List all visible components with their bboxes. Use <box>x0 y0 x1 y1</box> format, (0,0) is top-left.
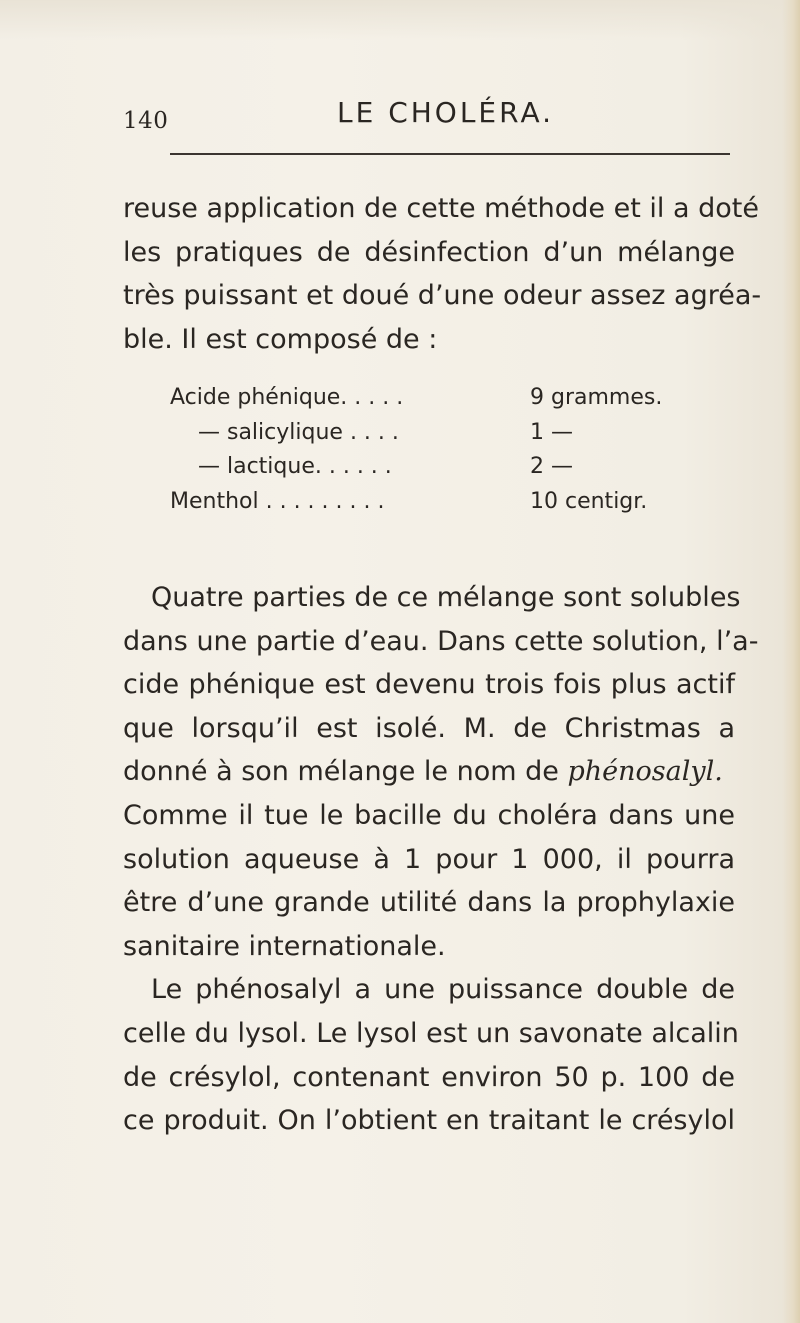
ingredient-name: — salicylique . . . . <box>198 419 399 445</box>
text-line: ble. Il est composé de : <box>123 323 438 355</box>
text-line: celle du lysol. Le lysol est un savonate alcalin <box>123 1017 739 1049</box>
text-line: les pratiques de désinfection d’un mélange <box>123 236 735 268</box>
ingredient-name: Acide phénique. . . . . <box>170 385 404 410</box>
composition-row <box>170 381 750 416</box>
paragraph-1 <box>123 187 762 361</box>
text-line: dans une partie d’eau. Dans cette solution, l’a- <box>123 625 759 657</box>
text-line-with-term <box>123 750 735 794</box>
text-line: Le phénosalyl a une puissance double de <box>151 974 735 1006</box>
ingredient-name: Menthol . . . . . . . . . <box>170 488 385 514</box>
page-top-shading <box>0 0 800 40</box>
text-fragment: donné à son mélange le nom de <box>123 756 559 788</box>
running-head: LE CHOLÉRA. <box>337 96 555 129</box>
ingredient-name: — lactique. . . . . . <box>198 454 392 479</box>
ingredient-quantity: 10 centigr. <box>530 488 648 514</box>
text-line: ce produit. On l’obtient en traitant le crésylol <box>123 1105 735 1137</box>
text-line: Quatre parties de ce mélange sont solubles <box>151 582 741 613</box>
ingredient-quantity: 9 grammes. <box>530 385 663 410</box>
page-right-edge <box>782 0 800 1323</box>
composition-row <box>170 485 750 520</box>
text-line: être d’une grande utilité dans la prophylaxie <box>123 887 735 919</box>
text-line: très puissant et doué d’une odeur assez agréa- <box>123 280 762 312</box>
text-line: Comme il tue le bacille du choléra dans une <box>123 799 735 831</box>
header-rule <box>170 153 730 155</box>
text-line: reuse application de cette méthode et il a doté <box>123 193 759 224</box>
text-line: de crésylol, contenant environ 50 p. 100 de <box>123 1061 735 1093</box>
composition-table <box>170 381 750 519</box>
italic-term: phénosalyl. <box>567 756 723 788</box>
ingredient-quantity: 1 — <box>530 419 573 445</box>
text-line: solution aqueuse à 1 pour 1 000, il pourra <box>123 843 735 875</box>
ingredient-quantity: 2 — <box>530 454 573 479</box>
page-number: 140 <box>123 108 169 134</box>
paragraph-2 <box>123 576 759 1143</box>
text-line: sanitaire internationale. <box>123 930 446 962</box>
text-line: cide phénique est devenu trois fois plus actif <box>123 669 735 701</box>
composition-row <box>170 450 750 485</box>
text-line: que lorsqu’il est isolé. M. de Christmas a <box>123 712 735 744</box>
composition-row <box>170 416 750 451</box>
